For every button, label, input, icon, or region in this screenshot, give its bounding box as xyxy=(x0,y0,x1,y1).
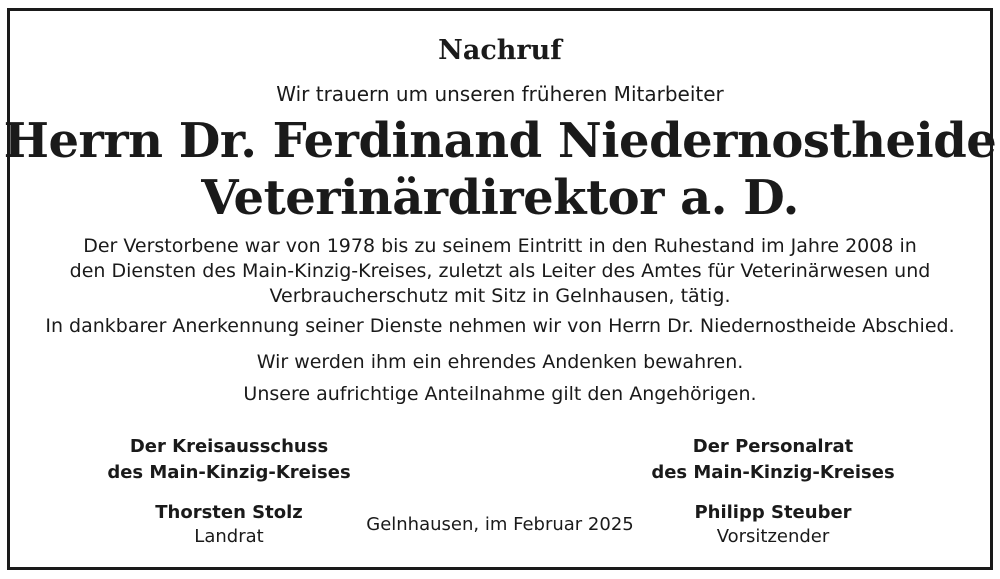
notice-body xyxy=(0,234,1000,309)
signature-role: Landrat xyxy=(194,526,264,547)
signature-role: Vorsitzender xyxy=(716,526,830,547)
signature-org-line: Der Kreisausschuss xyxy=(129,436,329,457)
body-line: Der Verstorbene war von 1978 bis zu seinem Eintritt in den Ruhestand im Jahre 2008 in xyxy=(83,235,917,257)
signature-person: Philipp Steuber xyxy=(694,502,852,523)
memory-text: Wir werden ihm ein ehrendes Andenken bewahren. xyxy=(256,351,744,373)
notice-heading: Nachruf xyxy=(438,35,562,66)
signature-org-line: Der Personalrat xyxy=(692,436,854,457)
condolence-text: Unsere aufrichtige Anteilnahme gilt den Angehörigen. xyxy=(243,383,757,405)
signature-right xyxy=(593,434,953,549)
deceased-title: Veterinärdirektor a. D. xyxy=(201,170,799,226)
signature-org-line: des Main-Kinzig-Kreises xyxy=(107,462,351,483)
acknowledgement-text: In dankbarer Anerkennung seiner Dienste nehmen wir von Herrn Dr. Niedernostheide Abschied. xyxy=(45,315,955,337)
place-date: Gelnhausen, im Februar 2025 xyxy=(366,514,634,535)
deceased-name: Herrn Dr. Ferdinand Niedernostheide xyxy=(3,113,997,169)
notice-intro: Wir trauern um unseren früheren Mitarbeiter xyxy=(276,82,724,106)
signature-person: Thorsten Stolz xyxy=(155,502,303,523)
body-line: Verbraucherschutz mit Sitz in Gelnhausen, tätig. xyxy=(269,285,731,307)
signature-org-line: des Main-Kinzig-Kreises xyxy=(651,462,895,483)
body-line: den Diensten des Main-Kinzig-Kreises, zuletzt als Leiter des Amtes für Veterinärwesen und xyxy=(69,260,931,282)
